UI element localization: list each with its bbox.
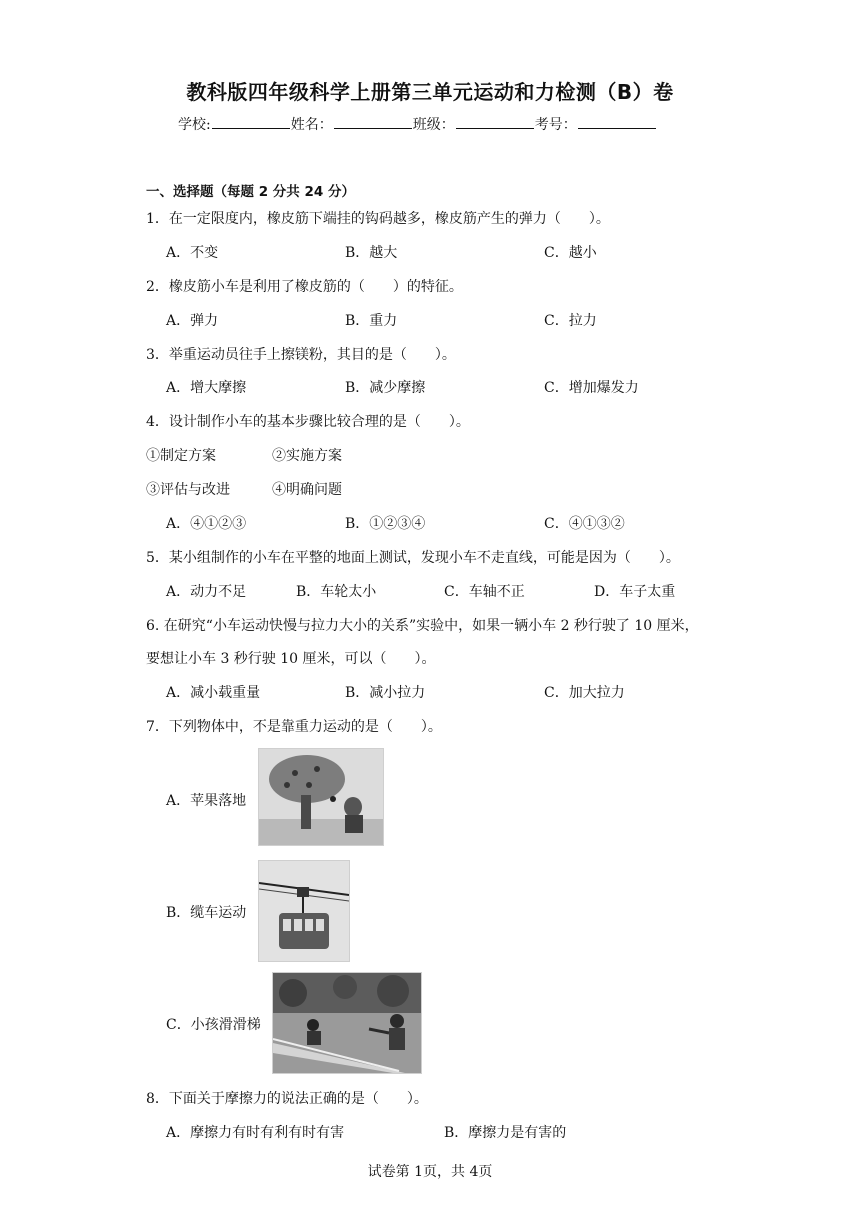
question-5-stem: 5．某小组制作的小车在平整的地面上测试，发现小车不走直线，可能是因为（ ）。 xyxy=(146,550,680,566)
name-label: 姓名： xyxy=(290,117,333,133)
exam-number-blank[interactable] xyxy=(578,114,656,129)
class-label: 班级： xyxy=(412,117,455,133)
q4-option-a: A．④①②③ xyxy=(166,516,247,532)
q2-option-b: B．重力 xyxy=(345,313,398,329)
q1-option-b: B．越大 xyxy=(345,245,398,261)
child-on-slide-image xyxy=(272,972,422,1074)
q8-option-a: A．摩擦力有时有利有时有害 xyxy=(166,1125,345,1141)
page-title: 教科版四年级科学上册第三单元运动和力检测（B）卷 xyxy=(186,80,674,104)
apple-falling-image xyxy=(258,748,384,846)
q3-option-b: B．减少摩擦 xyxy=(345,380,426,396)
q7-option-c: C．小孩滑滑梯 xyxy=(166,1017,261,1033)
q5-option-d: D．车子太重 xyxy=(594,584,676,600)
q2-option-c: C．拉力 xyxy=(544,313,597,329)
student-info-line xyxy=(178,114,657,134)
question-1-stem: 1．在一定限度内，橡皮筋下端挂的钩码越多，橡皮筋产生的弹力（ ）。 xyxy=(146,211,610,227)
q4-option-b: B．①②③④ xyxy=(345,516,426,532)
q1-option-a: A．不变 xyxy=(166,245,219,261)
question-2-stem: 2．橡皮筋小车是利用了橡皮筋的（ ）的特征。 xyxy=(146,279,463,295)
q7-option-b: B．缆车运动 xyxy=(166,905,247,921)
q5-option-a: A．动力不足 xyxy=(166,584,247,600)
q3-option-a: A．增大摩擦 xyxy=(166,380,247,396)
q6-option-b: B．减小拉力 xyxy=(345,685,426,701)
class-blank[interactable] xyxy=(456,114,534,129)
question-3-stem: 3．举重运动员往手上擦镁粉，其目的是（ ）。 xyxy=(146,347,456,363)
q4-step-3: ③评估与改进 xyxy=(146,482,230,498)
question-6-stem-line1: 6. 在研究“小车运动快慢与拉力大小的关系”实验中，如果一辆小车 2 秒行驶了 10 厘米， xyxy=(146,618,699,634)
q6-option-c: C．加大拉力 xyxy=(544,685,625,701)
school-label: 学校: xyxy=(178,117,211,133)
q3-option-c: C．增加爆发力 xyxy=(544,380,639,396)
question-4-stem: 4．设计制作小车的基本步骤比较合理的是（ ）。 xyxy=(146,414,470,430)
question-8-stem: 8．下面关于摩擦力的说法正确的是（ ）。 xyxy=(146,1091,428,1107)
q4-option-c: C．④①③② xyxy=(544,516,625,532)
cable-car-image xyxy=(258,860,350,962)
section-heading: 一、选择题（每题 2 分共 24 分） xyxy=(146,184,355,200)
q4-step-2: ②实施方案 xyxy=(272,448,342,464)
q1-option-c: C．越小 xyxy=(544,245,597,261)
q5-option-c: C．车轴不正 xyxy=(444,584,525,600)
q7-option-a: A．苹果落地 xyxy=(166,793,247,809)
exam-number-label: 考号： xyxy=(534,117,577,133)
page-footer: 试卷第 1页，共 4页 xyxy=(367,1164,493,1180)
q5-option-b: B．车轮太小 xyxy=(296,584,377,600)
q2-option-a: A．弹力 xyxy=(166,313,219,329)
name-blank[interactable] xyxy=(334,114,412,129)
question-6-stem-line2: 要想让小车 3 秒行驶 10 厘米，可以（ ）。 xyxy=(146,651,436,667)
q8-option-b: B．摩擦力是有害的 xyxy=(444,1125,567,1141)
q4-step-1: ①制定方案 xyxy=(146,448,216,464)
q6-option-a: A．减小载重量 xyxy=(166,685,261,701)
question-7-stem: 7．下列物体中，不是靠重力运动的是（ ）。 xyxy=(146,719,442,735)
school-blank[interactable] xyxy=(212,114,290,129)
q4-step-4: ④明确问题 xyxy=(272,482,342,498)
